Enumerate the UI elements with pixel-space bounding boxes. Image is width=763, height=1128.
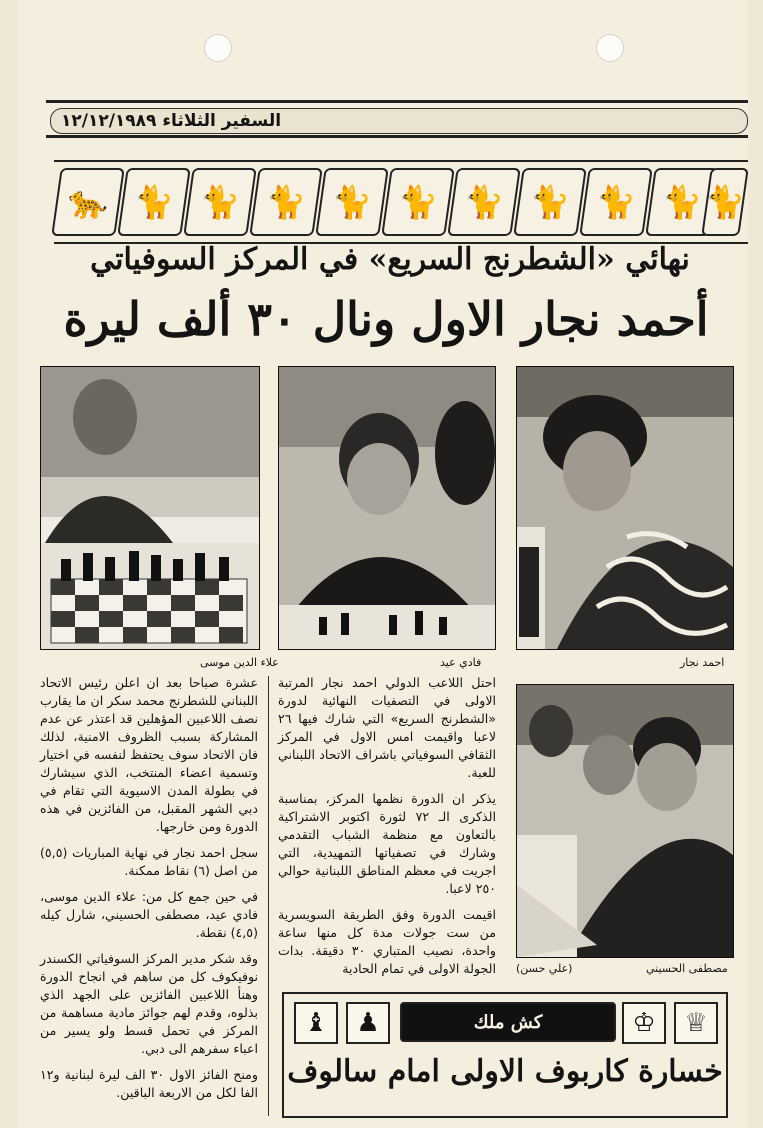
caption-fadi: فادي عيد xyxy=(440,656,482,669)
punch-hole xyxy=(596,34,624,62)
caption-ali-hassan: (علي حسن) xyxy=(516,962,573,975)
bishop-icon: ♝ xyxy=(294,1002,338,1044)
caption-mustafa: مصطفى الحسيني xyxy=(646,962,728,975)
article-paragraph: عشرة صباحا بعد ان اعلن رئيس الاتحاد اللبناني للشطرنج محمد سكر ان ما يقارب نصف اللاعبين المؤهلين قد اعتذر عن عدم المشاركة بسبب الظروف الامنية، لذلك فان الاتحاد سوف يحتفظ لنفسه في اختيار وتسمية اعضاء المنتخب، الذي سيشارك في بطولة المدن الاسيوية التي تقام في دبي الشهر المقبل، من الفائزين في هذه الدورة ومن خارجها. xyxy=(40,675,258,834)
cat-icon: 🐈 xyxy=(381,168,455,236)
chess-column-box xyxy=(282,992,728,1118)
pink-panther-icon: 🐆 xyxy=(51,168,125,236)
article-column-right xyxy=(278,674,496,986)
article-paragraph: سجل احمد نجار في نهاية المباريات (٥,٥) من اصل (٦) نقاط ممكنة. xyxy=(40,845,258,878)
photo-fadi-eid xyxy=(278,366,496,650)
article-column-left xyxy=(40,674,258,1110)
cat-icon: 🐈 xyxy=(249,168,323,236)
photo-alaa-moussa xyxy=(40,366,260,650)
photo-ahmad-najjar xyxy=(516,366,734,650)
article-paragraph: في حين جمع كل من: علاء الدين موسى، فادي عيد، مصطفى الحسيني، شارل كيله (٤,٥) نقطة. xyxy=(40,889,258,940)
cat-icon: 🐈 xyxy=(315,168,389,236)
icon-strip xyxy=(54,160,748,244)
photo-mustafa-hussaini xyxy=(516,684,734,958)
punch-hole xyxy=(204,34,232,62)
pawn-icon: ♟ xyxy=(346,1002,390,1044)
article-paragraph: ومنح الفائز الاول ٣٠ الف ليرة لبنانية و١٢ الفا لكل من الاربعة الباقين. xyxy=(40,1067,258,1100)
queen-icon: ♕ xyxy=(674,1002,718,1044)
article-paragraph: احتل اللاعب الدولي احمد نجار المرتبة الاولى في التصفيات النهائية لدورة «الشطرنج السريع» التي شارك فيها ٢٦ لاعبا واقيمت امس الاول في المركز الثقافي السوفياتي باشراف الاتحاد اللبناني للعبة. xyxy=(278,675,496,780)
caption-ahmad: احمد نجار xyxy=(680,656,725,669)
cat-icon: 🐈 xyxy=(447,168,521,236)
cat-icon: 🐈 xyxy=(579,168,653,236)
cat-icon: 🐈 xyxy=(183,168,257,236)
masthead xyxy=(46,100,748,138)
masthead-text: السفير الثلاثاء ١٢/١٢/١٩٨٩ xyxy=(61,111,282,131)
cat-icon: 🐈 xyxy=(513,168,587,236)
article-paragraph: وقد شكر مدير المركز السوفياتي الكسندر نوفيكوف كل من ساهم في انجاح الدورة وهنأ اللاعبين الفائزين على الجهد الذي بذلوه، وقدم لهم جوائز مادية مساهمة من المركز في تحمل قسط ولو يسير من اعباء سفرهم الى دبي. xyxy=(40,951,258,1056)
article-paragraph: اقيمت الدورة وفق الطريقة السويسرية من ست جولات مدة كل منها ساعة واحدة، نصيب المتباري ٣٠ دقيقة. بدات الجولة الاولى في تمام الحادية xyxy=(278,907,496,976)
column-divider xyxy=(268,676,269,1116)
cat-icon: 🐈 xyxy=(645,168,719,236)
cat-icon: 🐈 xyxy=(117,168,191,236)
cat-icon: 🐈 xyxy=(701,168,749,236)
article-paragraph: يذكر ان الدورة نظمها المركز، بمناسبة الذكرى الـ ٧٢ لثورة اكتوبر الاشتراكية بالتعاون مع منظمة الشباب التقدمي وشارك في تصفياتها التمهيدية، التي اجريت في معظم المناطق اللبنانية حوالي ٢٥٠ لاعبا. xyxy=(278,791,496,896)
king-icon: ♔ xyxy=(622,1002,666,1044)
article-headline: أحمد نجار الاول ونال ٣٠ ألف ليرة xyxy=(63,292,709,346)
caption-alaa: علاء الدين موسى xyxy=(200,656,279,669)
article-kicker: نهائي «الشطرنج السريع» في المركز السوفياتي xyxy=(90,242,690,277)
column-headline: خسارة كاربوف الاولى امام سالوف xyxy=(287,1054,723,1089)
column-banner: كش ملك xyxy=(400,1002,616,1042)
masthead-frame xyxy=(50,108,748,134)
